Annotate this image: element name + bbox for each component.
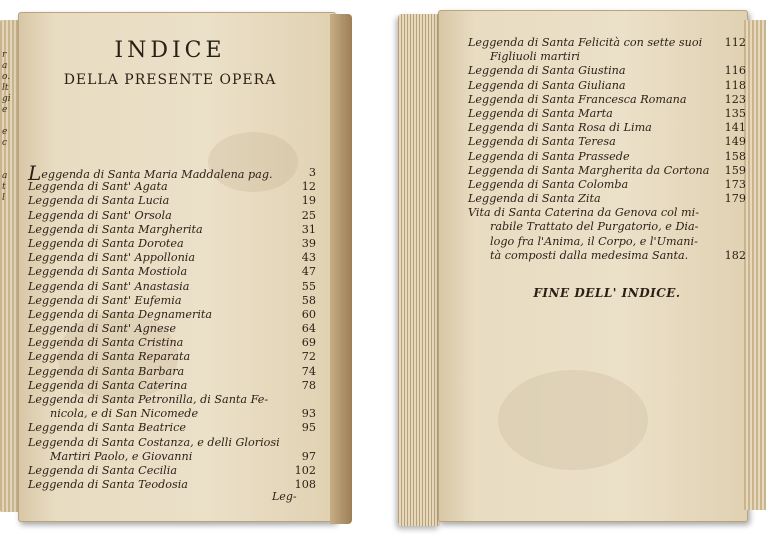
toc-entry-title: Leggenda di Santa Marta [468, 106, 613, 120]
margin-letters [2, 50, 16, 204]
toc-entry [468, 235, 746, 249]
toc-entry [28, 365, 316, 379]
toc-entry-page: 55 [301, 279, 316, 293]
toc-entry [468, 121, 746, 135]
toc-entry-title: Martiri Paolo, e Giovanni [50, 449, 193, 463]
toc-entry [28, 379, 316, 393]
toc-entry [468, 64, 746, 78]
toc-entry-page: 39 [301, 236, 316, 250]
toc-entry-title: Leggenda di Santa Felicità con sette suoi [468, 36, 703, 49]
toc-entry-page: 58 [301, 293, 316, 307]
toc-entry-page: 112 [724, 36, 746, 49]
toc-entry-title: Leggenda di Santa Cristina [28, 336, 184, 350]
toc-entry-title: Leggenda di Santa Cecilia [28, 463, 177, 477]
toc-entry [468, 192, 746, 206]
toc-entry-title: Leggenda di Santa Reparata [28, 350, 191, 364]
toc-entry-page: 25 [301, 208, 316, 222]
toc-entry [28, 180, 316, 194]
toc-entry [28, 265, 316, 279]
toc-entry-title: Leggenda di Santa Dorotea [28, 236, 184, 250]
toc-entry-title: Leggenda di Sant' Anastasia [28, 279, 190, 293]
toc-entry-title: rabile Trattato del Purgatorio, e Dia- [490, 220, 699, 234]
toc-entry-page: 159 [724, 163, 746, 177]
toc-entry [28, 450, 316, 464]
toc-entry [28, 209, 316, 223]
toc-entry [28, 223, 316, 237]
toc-entry-page: 173 [724, 177, 746, 191]
margin-letter: e [2, 105, 8, 115]
toc-entry [28, 294, 316, 308]
toc-entry-title: Leggenda di Sant' Eufemia [28, 293, 182, 307]
toc-entry [468, 178, 746, 192]
toc-entry-page: 95 [301, 421, 316, 435]
toc-entry-page: 19 [301, 194, 316, 208]
toc-entry-title: Figliuoli martiri [490, 50, 580, 64]
toc-entry-page: 31 [301, 222, 316, 236]
toc-entry-page: 93 [301, 407, 316, 421]
margin-letter: o. [2, 72, 11, 82]
toc-entry-page: 74 [301, 364, 316, 378]
toc-entry-title: nicola, e di San Nicomede [50, 407, 199, 421]
toc-entry-title: Leggenda di Santa Zita [468, 192, 601, 206]
margin-letter: e [2, 127, 8, 137]
toc-entry-title: Leggenda di Santa Giustina [468, 64, 626, 78]
toc-entry [28, 407, 316, 421]
toc-entry-title: Leggenda di Santa Rosa di Lima [468, 121, 652, 135]
toc-entry-page: 102 [294, 463, 316, 477]
toc-entry [28, 194, 316, 208]
margin-letter: lt [2, 83, 9, 93]
toc-entry [468, 164, 746, 178]
toc-entry-title: Leggenda di Santa Mostiola [28, 265, 188, 279]
margin-letter [2, 160, 16, 171]
toc-entry-title: Leggenda di Santa Margherita da Cortona [468, 163, 710, 177]
margin-letter: a [2, 171, 8, 181]
end-of-index: FINE DELL' INDICE. [533, 286, 681, 300]
toc-entry [468, 206, 746, 220]
margin-letter [2, 149, 16, 160]
toc-entry-page: 3 [308, 166, 316, 179]
toc-entry-page: 108 [294, 478, 316, 492]
toc-entry [468, 220, 746, 234]
margin-letter [2, 116, 16, 127]
toc-entry-title: Leggenda di Santa Teresa [468, 135, 616, 149]
toc-entry-page: 47 [301, 265, 316, 279]
index-subtitle: DELLA PRESENTE OPERA [63, 72, 277, 88]
toc-entry [28, 322, 316, 336]
toc-entry [28, 161, 316, 185]
margin-letter: gi [2, 94, 11, 104]
toc-entry [468, 36, 746, 50]
toc-entry-title: logo fra l'Anima, il Corpo, e l'Umani- [490, 234, 698, 248]
toc-entry-title: Leggenda di Santa Margherita [28, 222, 203, 236]
toc-entry [28, 308, 316, 322]
toc-entry-page: 43 [301, 251, 316, 265]
toc-entry-page: 141 [724, 121, 746, 135]
toc-entry-page: 69 [301, 336, 316, 350]
right-book-block [398, 14, 440, 526]
toc-entry [28, 336, 316, 350]
toc-entry [468, 50, 746, 64]
toc-entry-page: 78 [301, 378, 316, 392]
right-page-edge [744, 20, 766, 510]
toc-entry [28, 393, 316, 407]
margin-letter: c [2, 138, 8, 148]
toc-entry-page: 182 [724, 248, 746, 262]
toc-entry-title: Leggenda di Santa Beatrice [28, 421, 186, 435]
toc-entry-page: 123 [724, 92, 746, 106]
toc-entry-page: 12 [301, 180, 316, 194]
toc-entry [28, 280, 316, 294]
toc-entry-page: 118 [724, 78, 746, 92]
toc-entry-page: 72 [301, 350, 316, 364]
toc-entry [468, 107, 746, 121]
toc-entry-page: 116 [724, 64, 746, 78]
margin-letter: l [2, 193, 5, 203]
toc-entry-page: 135 [724, 106, 746, 120]
toc-entry-title: Leggenda di Santa Caterina [28, 378, 188, 392]
toc-entry-title: Leggenda di Santa Costanza, e delli Gloriosi [28, 435, 280, 449]
toc-entry-title: Leggenda di Sant' Agnese [28, 322, 176, 336]
toc-entry-title: Leggenda di Santa Colomba [468, 177, 629, 191]
toc-entry-title: tà composti dalla medesima Santa. [490, 248, 689, 262]
toc-entry-title: Leggenda di Santa Giuliana [468, 78, 626, 92]
margin-letter: r [2, 50, 7, 60]
toc-entry-title: Leggenda di Sant' Orsola [28, 208, 172, 222]
toc-entry [468, 249, 746, 263]
toc-entry [28, 421, 316, 435]
margin-letter: t [2, 182, 6, 192]
toc-entry-page: 149 [724, 135, 746, 149]
left-book-spine [330, 14, 352, 524]
margin-letter: a [2, 61, 8, 71]
toc-entry [468, 93, 746, 107]
drop-initial: L [28, 161, 42, 185]
toc-entry-title: Leggenda di Santa Francesca Romana [468, 92, 687, 106]
toc-entry-title: Leggenda di Santa Teodosia [28, 478, 188, 492]
toc-entry-title: Leggenda di Santa Petronilla, di Santa Fe- [28, 393, 269, 406]
left-toc-list [28, 161, 316, 492]
toc-entry-page: 179 [724, 192, 746, 206]
toc-entry [468, 79, 746, 93]
toc-entry-title: Leggenda di Sant' Appollonia [28, 251, 196, 265]
toc-entry-title: Leggenda di Santa Degnamerita [28, 307, 213, 321]
toc-entry-page: 64 [301, 322, 316, 336]
toc-entry-title: Leggenda di Santa Barbara [28, 364, 185, 378]
toc-entry [28, 350, 316, 364]
right-toc-list [468, 36, 746, 263]
toc-entry [28, 251, 316, 265]
toc-entry-title: Leggenda di Sant' Agata [28, 180, 168, 194]
toc-entry-title: eggenda di Santa Maria Maddalena pag. [41, 168, 273, 181]
toc-entry-title: Leggenda di Santa Lucia [28, 194, 170, 208]
index-title: INDICE [114, 38, 226, 63]
toc-entry [28, 436, 316, 450]
catchword: Leg- [272, 490, 297, 503]
toc-entry-title: Leggenda di Santa Prassede [468, 149, 630, 163]
toc-entry [468, 135, 746, 149]
toc-entry [28, 464, 316, 478]
toc-entry-title: Vita di Santa Caterina da Genova col mi- [468, 206, 699, 220]
toc-entry-page: 60 [301, 307, 316, 321]
paper-stain [498, 370, 648, 470]
toc-entry [468, 150, 746, 164]
toc-entry [28, 237, 316, 251]
toc-entry-page: 97 [301, 449, 316, 463]
toc-entry-page: 158 [724, 149, 746, 163]
